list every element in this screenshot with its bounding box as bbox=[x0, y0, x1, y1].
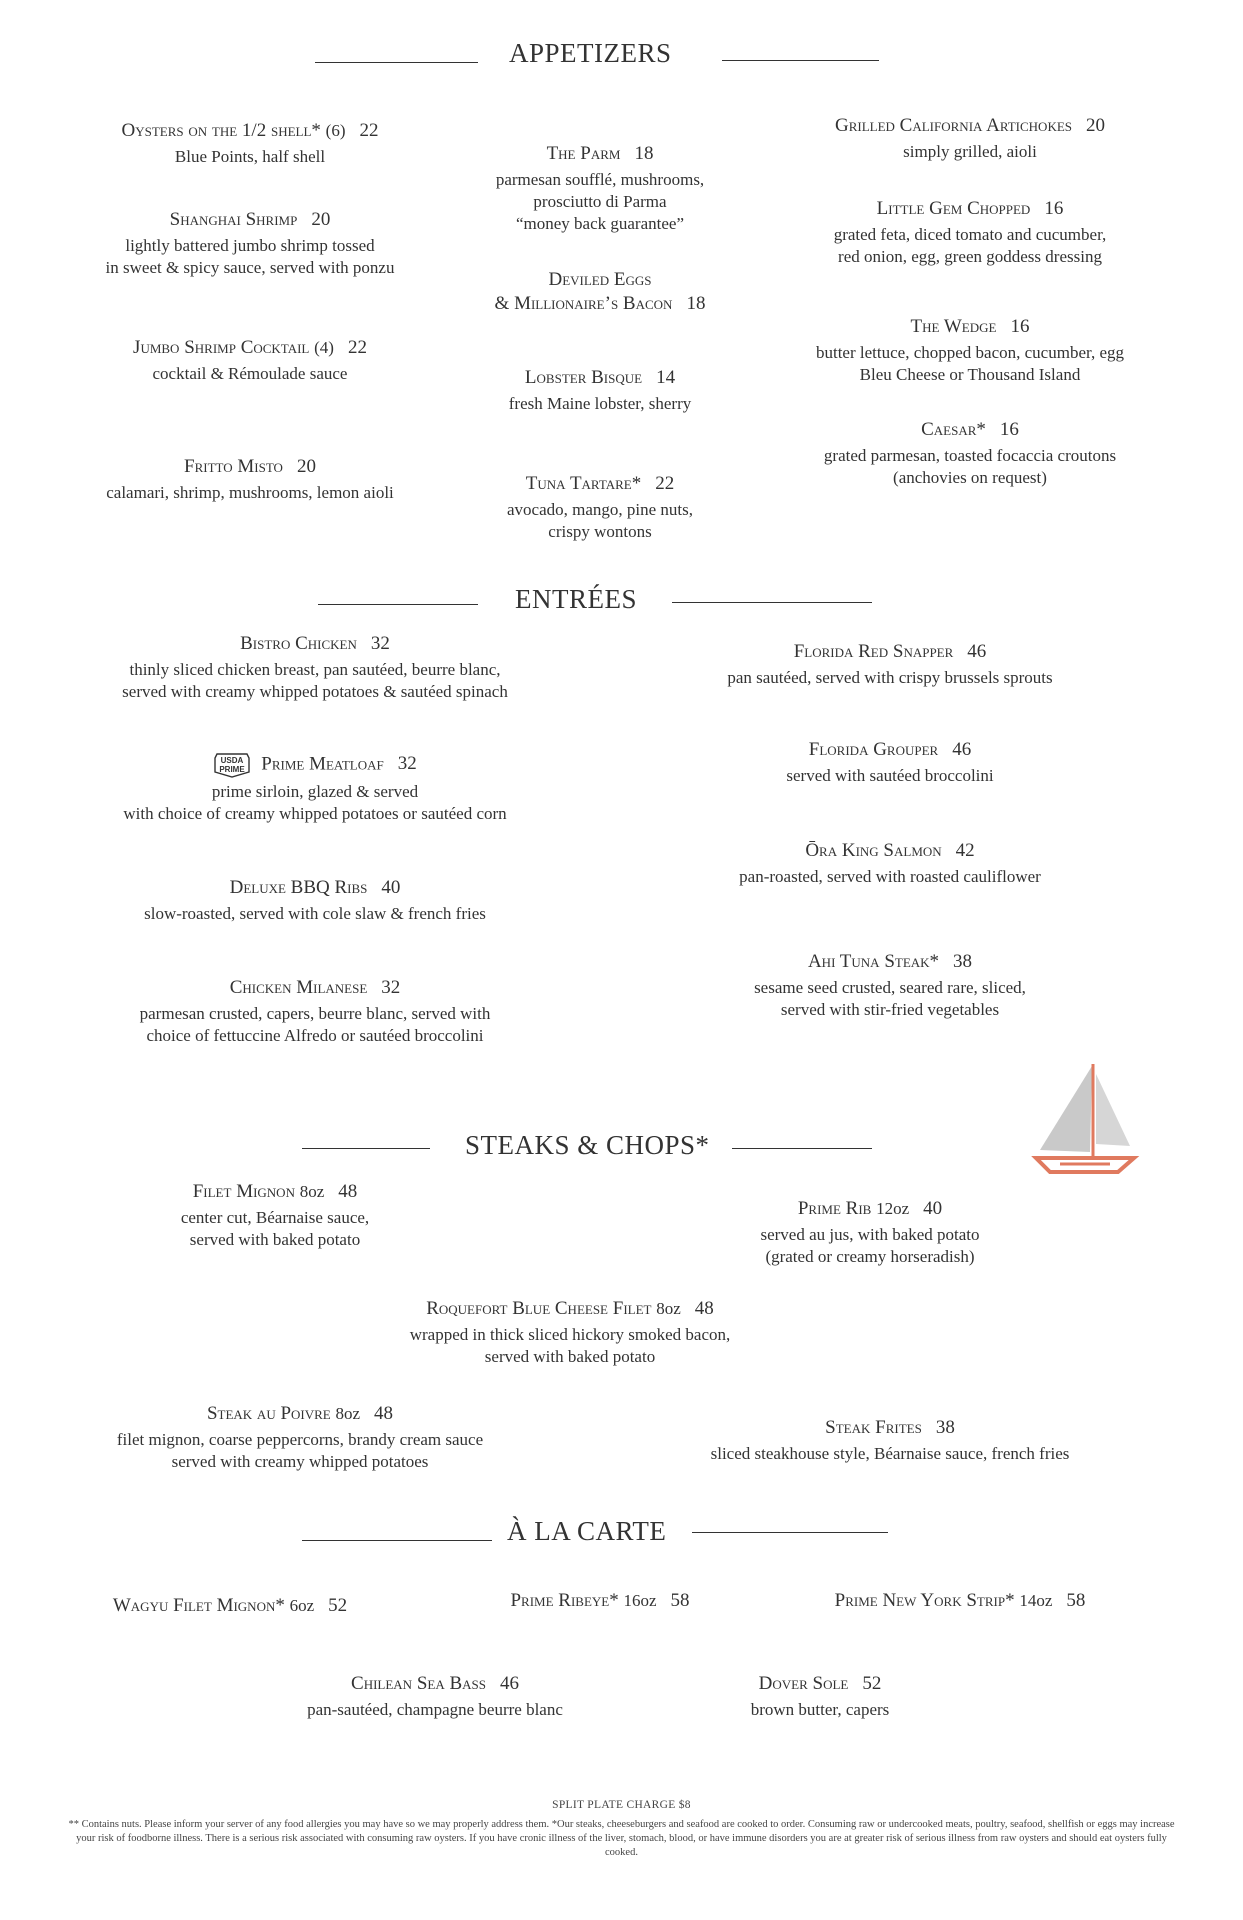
menu-item-steak-frites: Steak Frites 38 sliced steakhouse style, Béarnaise sauce, french fries bbox=[710, 1417, 1070, 1463]
entrees-heading: ENTRÉES bbox=[515, 584, 637, 614]
menu-item-florida-red-snapper: Florida Red Snapper 46 pan sautéed, served with crispy brussels sprouts bbox=[727, 641, 1053, 687]
appetizers-rule-left bbox=[315, 62, 478, 63]
menu-item-tuna-tartare: Tuna Tartare* 22 avocado, mango, pine nuts, crispy wontons bbox=[506, 473, 693, 541]
usda-badge-line2: PRIME bbox=[219, 765, 245, 774]
usda-badge-line1: USDA bbox=[220, 756, 244, 765]
menu-item-little-gem-chopped: Little Gem Chopped 16 grated feta, diced tomato and cucumber, red onion, egg, green goddess dressing bbox=[833, 198, 1107, 266]
menu-item-steak-au-poivre: Steak au Poivre 8oz 48 filet mignon, coarse peppercorns, brandy cream sauce served with creamy whipped potatoes bbox=[116, 1403, 484, 1471]
alacarte-rule-right bbox=[692, 1532, 888, 1533]
appetizers-heading: APPETIZERS bbox=[509, 38, 672, 68]
menu-item-bistro-chicken: Bistro Chicken 32 thinly sliced chicken breast, pan sautéed, beurre blanc, served with creamy whipped potatoes & sautéed spinach bbox=[122, 633, 508, 701]
menu-item-grilled-artichokes: Grilled California Artichokes 20 simply grilled, aioli bbox=[835, 115, 1105, 161]
menu-item-deluxe-bbq-ribs: Deluxe BBQ Ribs 40 slow-roasted, served with cole slaw & french fries bbox=[144, 877, 486, 923]
menu-item-florida-grouper: Florida Grouper 46 served with sautéed broccolini bbox=[786, 739, 994, 785]
menu-item-the-wedge: The Wedge 16 butter lettuce, chopped bacon, cucumber, egg Bleu Cheese or Thousand Island bbox=[815, 316, 1125, 384]
menu-item-wagyu-filet: Wagyu Filet Mignon* 6oz 52 bbox=[112, 1595, 348, 1616]
menu-item-oysters: Oysters on the 1/2 shell* (6) 22 Blue Points, half shell bbox=[121, 120, 379, 166]
menu-item-fritto-misto: Fritto Misto 20 calamari, shrimp, mushrooms, lemon aioli bbox=[106, 456, 394, 502]
menu-item-ahi-tuna-steak: Ahi Tuna Steak* 38 sesame seed crusted, seared rare, sliced, served with stir-fried vegetables bbox=[754, 951, 1026, 1019]
menu-item-prime-ny-strip: Prime New York Strip* 14oz 58 bbox=[834, 1590, 1086, 1611]
appetizers-rule-right bbox=[722, 60, 879, 61]
sailboat-main-sail bbox=[1040, 1066, 1092, 1152]
entrees-rule-right bbox=[672, 602, 872, 603]
menu-item-dover-sole: Dover Sole 52 brown butter, capers bbox=[750, 1673, 890, 1719]
steaks-rule-right bbox=[732, 1148, 872, 1149]
menu-item-chicken-milanese: Chicken Milanese 32 parmesan crusted, capers, beurre blanc, served with choice of fettuccine Alfredo or sautéed broccolini bbox=[139, 977, 491, 1045]
usda-prime-badge bbox=[213, 752, 251, 778]
menu-item-jumbo-shrimp-cocktail: Jumbo Shrimp Cocktail (4) 22 cocktail & Rémoulade sauce bbox=[133, 337, 367, 383]
split-plate-charge: SPLIT PLATE CHARGE $8 bbox=[552, 1799, 691, 1811]
menu-item-filet-mignon: Filet Mignon 8oz 48 center cut, Béarnaise sauce, served with baked potato bbox=[180, 1181, 370, 1249]
allergy-disclaimer: ** Contains nuts. Please inform your server of any food allergies you may have so we may properly address them. *Our steaks, cheeseburgers and seafood are cooked to order. Consuming raw or undercooked meats, poultry, seafood, shellfish or eggs may increase your risk of foodborne illness. There is a serious risk associated with consuming raw oysters. If you have cronic illness of the liver, stomach, blood, or have immune disorders you are at greater risk of serious illness from raw oysters and should eat oysters fully cooked. bbox=[68, 1819, 1175, 1858]
menu-item-ora-king-salmon: Ōra King Salmon 42 pan-roasted, served with roasted cauliflower bbox=[739, 840, 1041, 886]
sailboat-icon bbox=[1030, 1060, 1142, 1180]
steaks-heading: STEAKS & CHOPS* bbox=[465, 1130, 710, 1160]
menu-item-deviled-eggs: Deviled Eggs & Millionaire’s Bacon 18 bbox=[494, 269, 706, 314]
menu-item-shanghai-shrimp: Shanghai Shrimp 20 lightly battered jumbo shrimp tossed in sweet & spicy sauce, served with ponzu bbox=[105, 209, 395, 277]
sailboat-jib-sail bbox=[1096, 1074, 1130, 1146]
menu-item-lobster-bisque: Lobster Bisque 14 fresh Maine lobster, sherry bbox=[508, 367, 692, 413]
menu-item-prime-meatloaf: USDA PRIME Prime Meatloaf 32 prime sirloin, glazed & served with choice of creamy whipped potatoes or sautéed corn bbox=[123, 753, 507, 823]
entrees-rule-left bbox=[318, 604, 478, 605]
menu-item-prime-rib: Prime Rib 12oz 40 served au jus, with baked potato (grated or creamy horseradish) bbox=[760, 1198, 980, 1266]
menu-item-the-parm: The Parm 18 parmesan soufflé, mushrooms, prosciutto di Parma “money back guarantee” bbox=[495, 143, 705, 233]
menu-item-chilean-sea-bass: Chilean Sea Bass 46 pan-sautéed, champagne beurre blanc bbox=[307, 1673, 563, 1719]
alacarte-rule-left bbox=[302, 1540, 492, 1541]
menu-item-caesar: Caesar* 16 grated parmesan, toasted focaccia croutons (anchovies on request) bbox=[823, 419, 1117, 487]
steaks-rule-left bbox=[302, 1148, 430, 1149]
alacarte-heading: À LA CARTE bbox=[507, 1516, 667, 1546]
menu-item-roquefort-filet: Roquefort Blue Cheese Filet 8oz 48 wrapped in thick sliced hickory smoked bacon, served with baked potato bbox=[409, 1298, 731, 1366]
menu-item-prime-ribeye: Prime Ribeye* 16oz 58 bbox=[510, 1590, 690, 1611]
